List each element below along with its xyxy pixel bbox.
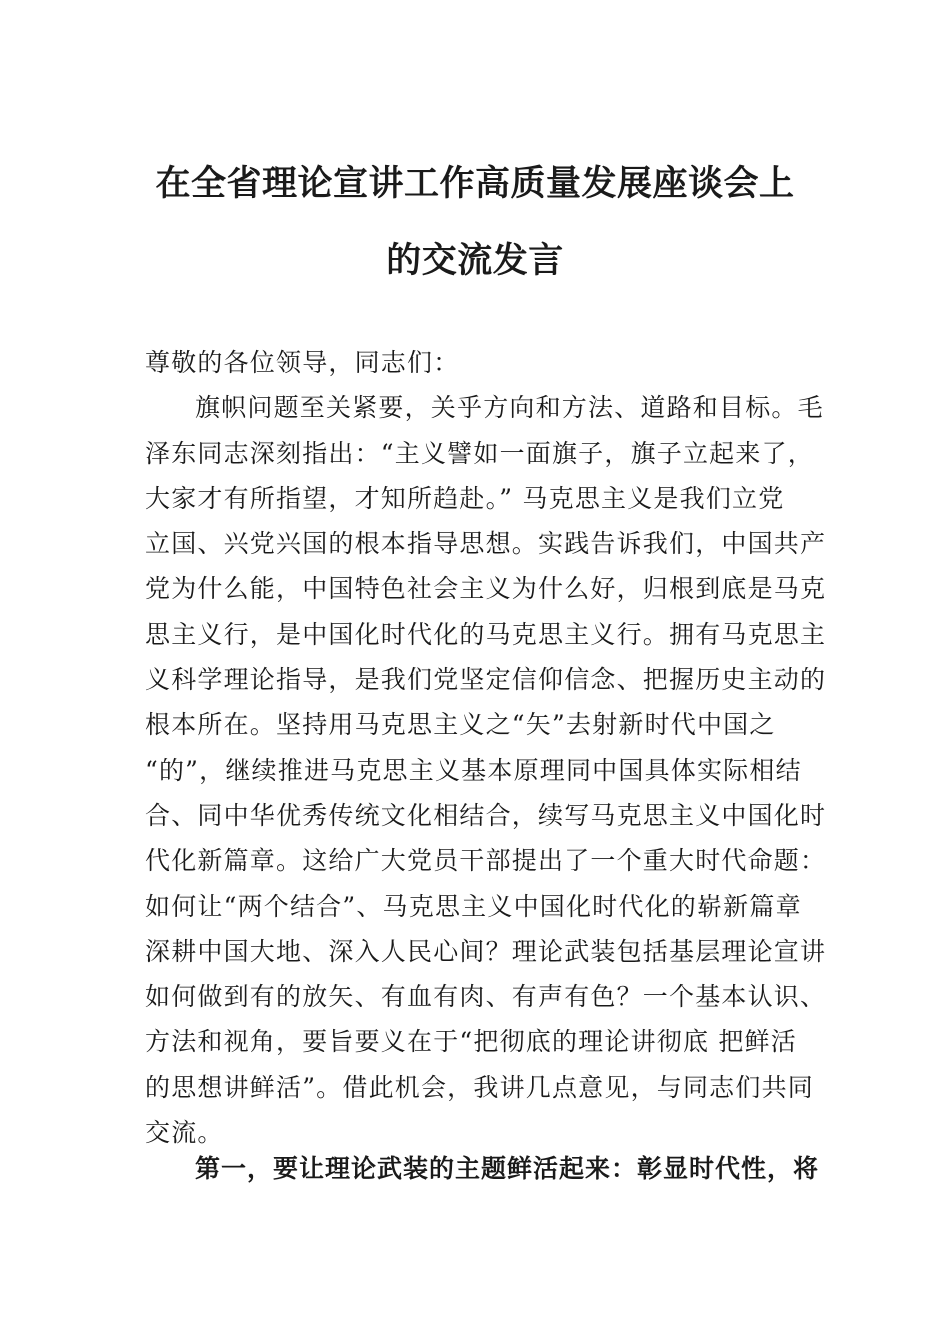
document-title [145, 145, 805, 299]
title-line-2: 的交流发言 [386, 240, 564, 281]
section-heading-1: 第一，要让理论武装的主题鲜活起来：彰显时代性，将 [195, 1154, 820, 1183]
paragraph-line: 泽东同志深刻指出：“主义譬如一面旗子，旗子立起来了， [145, 438, 814, 468]
paragraph-line: 大家才有所指望，才知所趋赴。” 马克思主义是我们立党 [145, 483, 785, 513]
paragraph-line: 代化新篇章。这给广大党员干部提出了一个重大时代命题： [145, 846, 827, 876]
paragraph-line: 立国、兴党兴国的根本指导思想。实践告诉我们，中国共产 [145, 529, 827, 559]
paragraph-line: 义科学理论指导，是我们党坚定信仰信念、把握历史主动的 [145, 665, 827, 695]
paragraph-line: 如何让“两个结合”、马克思主义中国化时代化的崭新篇章 [145, 891, 802, 921]
paragraph-line: 党为什么能，中国特色社会主义为什么好，归根到底是马克 [145, 574, 827, 604]
paragraph-line: 的思想讲鲜活”。借此机会，我讲几点意见，与同志们共同 [145, 1072, 814, 1102]
paragraph-line: 旗帜问题至关紧要，关乎方向和方法、道路和目标。毛 [195, 393, 824, 423]
paragraph-line: 思主义行，是中国化时代化的马克思主义行。拥有马克思主 [145, 619, 827, 649]
speech-body [145, 340, 827, 1155]
paragraph-line: 如何做到有的放矢、有血有肉、有声有色？一个基本认识、 [145, 982, 827, 1012]
paragraph-line: 深耕中国大地、深入人民心间？理论武装包括基层理论宣讲 [145, 936, 827, 966]
paragraph-line: 方法和视角，要旨要义在于“把彻底的理论讲彻底 把鲜活 [145, 1027, 797, 1057]
paragraph-line: 根本所在。坚持用马克思主义之“矢”去射新时代中国之 [145, 710, 776, 740]
paragraph-line: 交流。 [145, 1118, 224, 1148]
paragraph-line: 合、同中华优秀传统文化相结合，续写马克思主义中国化时 [145, 800, 827, 830]
paragraph-line: “的”，继续推进马克思主义基本原理同中国具体实际相结 [145, 755, 802, 785]
title-line-1: 在全省理论宣讲工作高质量发展座谈会上 [155, 163, 795, 204]
salutation: 尊敬的各位领导，同志们： [145, 348, 460, 377]
